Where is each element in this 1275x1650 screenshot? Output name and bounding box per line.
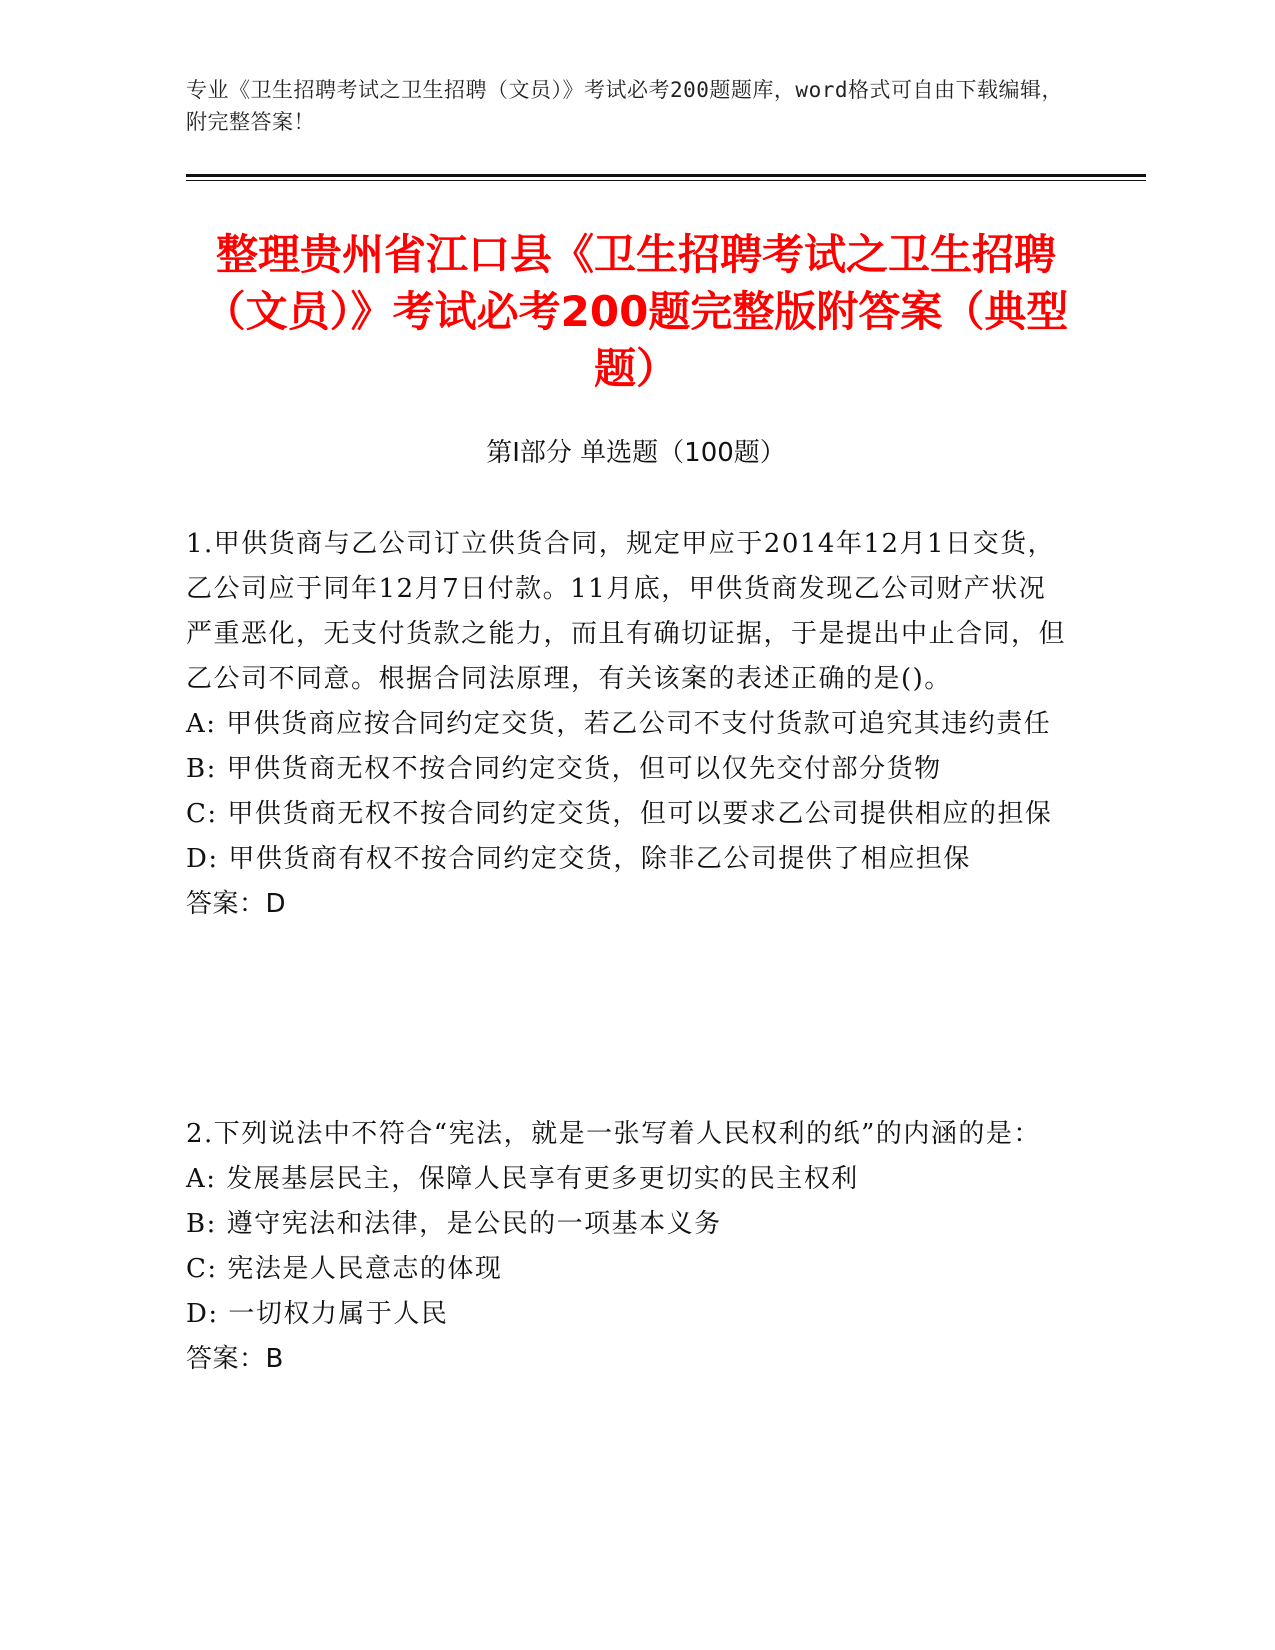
question-stem: 2.下列说法中不符合“宪法，就是一张写着人民权利的纸”的内涵的是： bbox=[186, 1119, 1041, 1149]
document-title: 整理贵州省江口县《卫生招聘考试之卫生招聘（文员）》考试必考200题完整版附答案（典型题） bbox=[203, 230, 1069, 393]
option-c: C: 宪法是人民意志的体现 bbox=[186, 1254, 503, 1284]
question-stem: 1.甲供货商与乙公司订立供货合同，规定甲应于2014年12月1日交货，乙公司应于同年12月7日付款。11月底，甲供货商发现乙公司财产状况严重恶化，无支付货款之能力，而且有确切证据，于是提出中止合同，但乙公司不同意。根据合同法原理，有关该案的表述正确的是()。 bbox=[186, 529, 1067, 694]
option-b: B: 甲供货商无权不按合同约定交货，但可以仅先交付部分货物 bbox=[186, 754, 942, 784]
header-rule-thick bbox=[186, 174, 1146, 177]
answer: 答案：D bbox=[186, 889, 287, 919]
option-d: D: 甲供货商有权不按合同约定交货，除非乙公司提供了相应担保 bbox=[186, 844, 971, 874]
option-b: B: 遵守宪法和法律，是公民的一项基本义务 bbox=[186, 1209, 722, 1239]
answer: 答案：B bbox=[186, 1344, 284, 1374]
option-a: A: 发展基层民主，保障人民享有更多更切实的民主权利 bbox=[186, 1164, 859, 1194]
question-2 bbox=[186, 1112, 1066, 1382]
header-rule-thin bbox=[186, 180, 1146, 181]
section-heading: 第Ⅰ部分 单选题（100题） bbox=[486, 438, 786, 468]
option-d: D: 一切权力属于人民 bbox=[186, 1299, 449, 1329]
option-c: C: 甲供货商无权不按合同约定交货，但可以要求乙公司提供相应的担保 bbox=[186, 799, 1053, 829]
question-1 bbox=[186, 522, 1066, 927]
option-a: A: 甲供货商应按合同约定交货，若乙公司不支付货款可追究其违约责任 bbox=[186, 709, 1052, 739]
header-note: 专业《卫生招聘考试之卫生招聘（文员）》考试必考200题题库，word格式可自由下载编辑，附完整答案！ bbox=[186, 78, 1063, 134]
